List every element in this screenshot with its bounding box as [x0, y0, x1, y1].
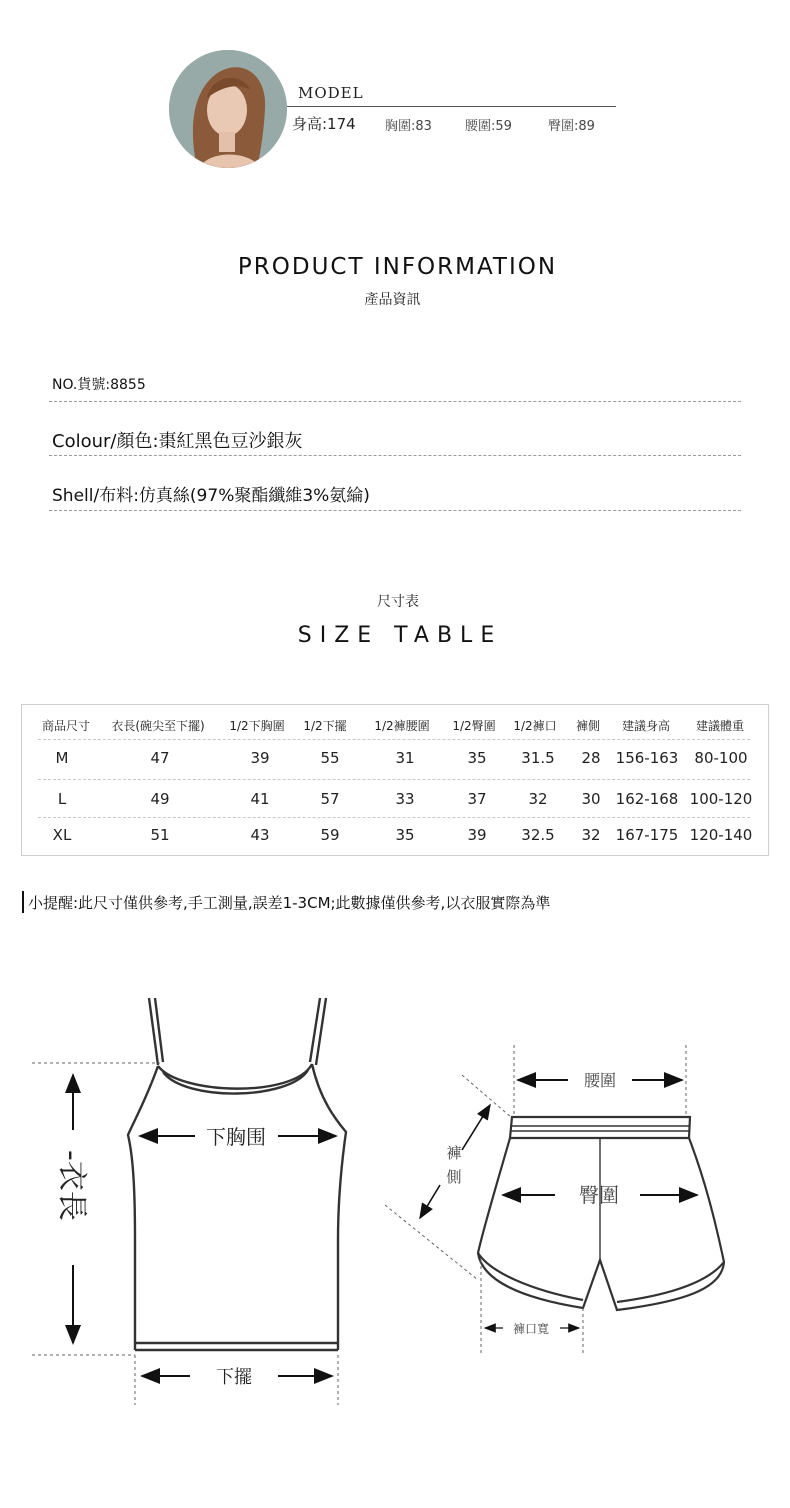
- product-shell: Shell/布料:仿真絲(97%聚酯纖維3%氨綸): [52, 486, 370, 506]
- side-arrow-down: [420, 1185, 440, 1218]
- table-header: 建議身高: [621, 719, 671, 733]
- table-cell: 41: [250, 790, 270, 808]
- product-number: NO.貨號:8855: [52, 377, 146, 393]
- model-hip: 臀圍:89: [548, 119, 595, 134]
- top-chest-label: 下胸围: [206, 1125, 266, 1149]
- shorts-outline: [478, 1117, 724, 1310]
- model-height: 身高:174: [292, 115, 356, 133]
- table-header: 商品尺寸: [41, 719, 91, 733]
- table-header: 1/2下胸圍: [229, 719, 285, 733]
- table-header: 1/2褲口: [513, 719, 557, 733]
- size-table-subtitle: 尺寸表: [377, 594, 419, 610]
- shorts-waist-label: 腰圍: [583, 1071, 617, 1090]
- top-length-label: -衣長: [54, 1150, 89, 1221]
- table-cell: 31: [395, 749, 415, 767]
- notice-bar: [22, 891, 24, 913]
- divider: [49, 401, 741, 402]
- table-cell: 35: [467, 749, 487, 767]
- notice-text: 小提醒:此尺寸僅供參考,手工測量,誤差1-3CM;此數據僅供參考,以衣服實際為準: [28, 894, 551, 912]
- table-cell: 162-168: [615, 790, 679, 808]
- table-cell: 47: [150, 749, 170, 767]
- table-cell: 167-175: [615, 826, 679, 844]
- table-cell: 32: [528, 790, 548, 808]
- table-cell: 120-140: [689, 826, 753, 844]
- table-header: 衣長(碗尖至下擺): [111, 719, 205, 733]
- model-avatar: [169, 50, 287, 168]
- table-cell: 31.5: [521, 749, 555, 767]
- table-cell: 51: [150, 826, 170, 844]
- product-info-subtitle: 產品資訊: [364, 292, 421, 308]
- side-arrow-up: [462, 1105, 490, 1150]
- size-table-title: SIZE TABLE: [297, 623, 503, 648]
- size-table: [21, 704, 769, 856]
- table-cell: 57: [320, 790, 340, 808]
- shorts-leg-label: 褲口寬: [512, 1322, 550, 1336]
- table-cell: 59: [320, 826, 340, 844]
- divider: [49, 455, 741, 456]
- table-header: 1/2褲腰圍: [374, 719, 430, 733]
- table-cell: 30: [581, 790, 601, 808]
- model-chest: 胸圍:83: [385, 119, 432, 134]
- table-cell: 55: [320, 749, 340, 767]
- model-label: MODEL: [298, 84, 364, 102]
- table-cell: 37: [467, 790, 487, 808]
- camisole-outline: [128, 998, 346, 1350]
- table-header: 1/2臀圍: [452, 719, 496, 733]
- model-photo: [169, 50, 287, 168]
- measurement-diagram: [0, 960, 790, 1420]
- divider: [49, 510, 741, 511]
- table-cell: 49: [150, 790, 170, 808]
- table-cell: 100-120: [689, 790, 753, 808]
- shorts-hip-label: 臀圍: [579, 1183, 619, 1207]
- table-header: 1/2下擺: [303, 719, 347, 733]
- product-info-title: PRODUCT INFORMATION: [237, 254, 558, 280]
- table-cell: XL: [52, 826, 72, 844]
- table-cell: 39: [467, 826, 487, 844]
- table-cell: 43: [250, 826, 270, 844]
- table-cell: 35: [395, 826, 415, 844]
- model-divider: [287, 106, 616, 107]
- table-cell: 39: [250, 749, 270, 767]
- shorts-side-label: 褲側: [446, 1144, 462, 1186]
- row-divider: [38, 779, 750, 780]
- table-cell: M: [55, 749, 69, 767]
- model-waist: 腰圍:59: [465, 119, 512, 134]
- table-header: 褲側: [575, 719, 601, 733]
- table-header: 建議體重: [695, 719, 745, 733]
- table-cell: 33: [395, 790, 415, 808]
- table-cell: 80-100: [694, 749, 748, 767]
- table-cell: 28: [581, 749, 601, 767]
- row-divider: [38, 817, 750, 818]
- table-cell: L: [57, 790, 67, 808]
- table-cell: 156-163: [615, 749, 679, 767]
- table-cell: 32.5: [521, 826, 555, 844]
- product-colour: Colour/顏色:棗紅黑色豆沙銀灰: [52, 431, 303, 452]
- table-cell: 32: [581, 826, 601, 844]
- row-divider: [38, 739, 750, 740]
- top-hem-label: 下擺: [216, 1367, 252, 1388]
